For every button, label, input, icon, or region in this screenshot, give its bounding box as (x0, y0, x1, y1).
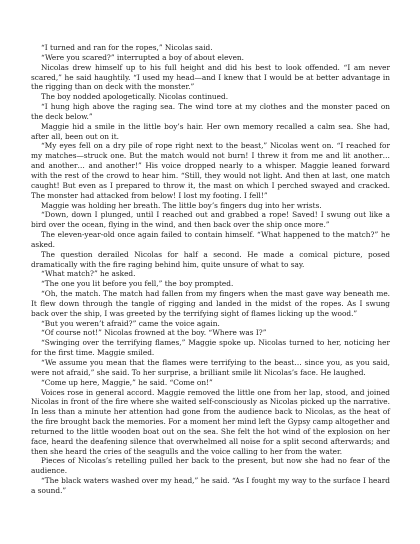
paragraph: “Swinging over the terrifying flames,” Maggie spoke up. Nicolas turned to her, noticing her for the first time. Maggie smiled. (31, 338, 390, 358)
paragraph: Pieces of Nicolas’s retelling pulled her back to the present, but now she had no fear of the audience. (31, 456, 390, 476)
paragraph: “The one you lit before you fell,” the boy prompted. (41, 279, 234, 289)
paragraph: “The black waters washed over my head,” he said. “As I fought my way to the surface I heard a sound.” (31, 476, 390, 495)
paragraph: “Were you scared?” interrupted a boy of about eleven. (41, 52, 244, 62)
paragraph: “But you weren’t afraid?” came the voice again. (41, 318, 220, 328)
paragraph: Nicolas drew himself up to his full height and did his best to look offended. “I am never scared,” he said haughtily. “I used my head—and I knew that I would be at better advantage in the rigging than on deck with the monster.” (31, 62, 390, 92)
paragraph: The question derailed Nicolas for half a second. He made a comical picture, posed dramatically with the fire raging behind him, quite unsure of what to say. (31, 249, 390, 269)
paragraph: “I turned and ran for the ropes,” Nicolas said. (41, 43, 213, 52)
paragraph: Voices rose in general accord. Maggie removed the little one from her lap, stood, and joined Nicolas in front of the fire where she waited self-consciously as Nicolas picked up the narrative. In less than a minute her attention had gone from the audience back to Nicolas, as the heat of the fire brought back the memories. For a moment her mind left the Gypsy camp altogether and returned to the little wooden boat out on the sea. She felt the hot wind of the explosion on her face, heard the deafening silence that overwhelmed all noise for a split second afterwards; and then she heard the cries of the seagulls and the voice calling to her from the water. (31, 387, 390, 456)
paragraph: Maggie hid a smile in the little boy’s hair. Her own memory recalled a calm sea. She had, after all, been out on it. (31, 121, 390, 141)
paragraph: The boy nodded apologetically. Nicolas continued. (41, 92, 229, 102)
paragraph: “Of course not!” Nicolas frowned at the boy. “Where was I?” (41, 328, 267, 338)
paragraph: The eleven-year-old once again failed to contain himself. “What happened to the match?” he asked. (31, 230, 390, 249)
paragraph: Maggie was holding her breath. The little boy’s fingers dug into her wrists. (41, 200, 322, 210)
paragraph: “I hung high above the raging sea. The wind tore at my clothes and the monster paced on the deck below.” (31, 102, 390, 121)
paragraph: “Oh, the match. The match had fallen from my fingers when the mast gave way beneath me. It flew down through the tangle of rigging and landed in the midst of the ropes. As I swung back over the ship, I was greeted by the terrifying sight of flames licking up the wood.” (31, 289, 390, 318)
paragraph: “What match?” he asked. (41, 269, 136, 279)
paragraph: “Down, down I plunged, until I reached out and grabbed a rope! Saved! I swung out like a bird over the ocean, flying in the wind, and then back over the ship once more.” (31, 210, 390, 230)
paragraph: “We assume you mean that the flames were terrifying to the beast… since you, as you said, were not afraid,” she said. To her surprise, a brilliant smile lit Nicolas’s face. He laughed. (31, 358, 390, 377)
paragraph: “My eyes fell on a dry pile of rope right next to the beast,” Nicolas went on. “I reached for my matches—struck one. But the match would not burn! I threw it from me and lit another… and another… and another!” His voice dropped nearly to a whisper. Maggie leaned forward with the rest of the crowd to hear him. “Still, they would not light. And then at last, one match caught! But even as I prepared to throw it, the mast on which I perched swayed and cracked. The monster had attacked from below! I lost my footing. I fell!” (31, 141, 390, 200)
book-page-text (31, 43, 390, 496)
paragraph: “Come up here, Maggie,” he said. “Come on!” (41, 377, 213, 387)
